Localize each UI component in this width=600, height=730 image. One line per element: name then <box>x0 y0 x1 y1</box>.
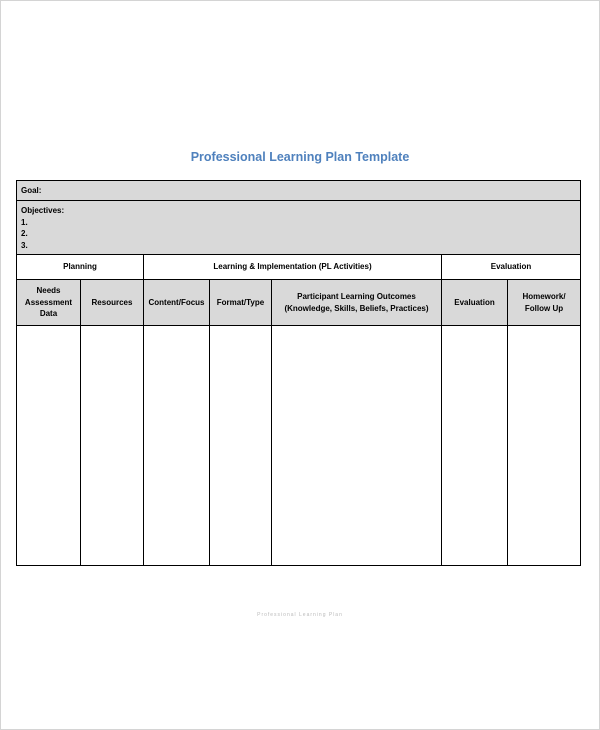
body-cell-outcomes[interactable] <box>271 325 442 566</box>
document-title: Professional Learning Plan Template <box>190 150 410 164</box>
column-outcomes-label: Participant Learning Outcomes <box>297 292 416 301</box>
column-header-resources <box>80 279 144 326</box>
objectives-row <box>16 200 581 255</box>
group-planning-label: Planning <box>63 262 97 272</box>
body-cell-evaluation[interactable] <box>441 325 508 566</box>
goal-label: Goal: <box>21 186 42 195</box>
objective-item-3: 3. <box>21 240 28 250</box>
column-outcomes-sublabel: (Knowledge, Skills, Beliefs, Practices) <box>284 303 429 313</box>
column-content-label: Content/Focus <box>148 297 205 307</box>
column-format-label: Format/Type <box>216 297 265 307</box>
column-header-homework <box>507 279 581 326</box>
column-header-needs <box>16 279 81 326</box>
objectives-block <box>21 205 64 251</box>
column-header-evaluation <box>441 279 508 326</box>
body-cell-needs[interactable] <box>16 325 81 566</box>
column-header-format <box>209 279 272 326</box>
column-homework-label: Homework/ Follow Up <box>522 292 566 313</box>
objective-item-1: 1. <box>21 217 28 227</box>
body-cell-resources[interactable] <box>80 325 144 566</box>
column-evaluation-label: Evaluation <box>454 297 495 307</box>
column-header-content <box>143 279 210 326</box>
body-cell-homework[interactable] <box>507 325 581 566</box>
page-footer: Professional Learning Plan <box>257 612 343 618</box>
group-evaluation-label: Evaluation <box>490 262 532 272</box>
group-header-learning <box>143 254 442 280</box>
column-header-outcomes <box>271 279 442 326</box>
body-cell-format[interactable] <box>209 325 272 566</box>
objective-item-2: 2. <box>21 229 28 238</box>
body-cell-content[interactable] <box>143 325 210 566</box>
objectives-label: Objectives: <box>21 206 65 215</box>
goal-row <box>16 180 581 201</box>
group-header-evaluation <box>441 254 581 280</box>
column-resources-label: Resources <box>91 297 133 307</box>
group-header-planning <box>16 254 144 280</box>
group-learning-label: Learning & Implementation (PL Activities) <box>213 262 372 272</box>
column-needs-label: Needs Assessment Data <box>24 286 73 319</box>
